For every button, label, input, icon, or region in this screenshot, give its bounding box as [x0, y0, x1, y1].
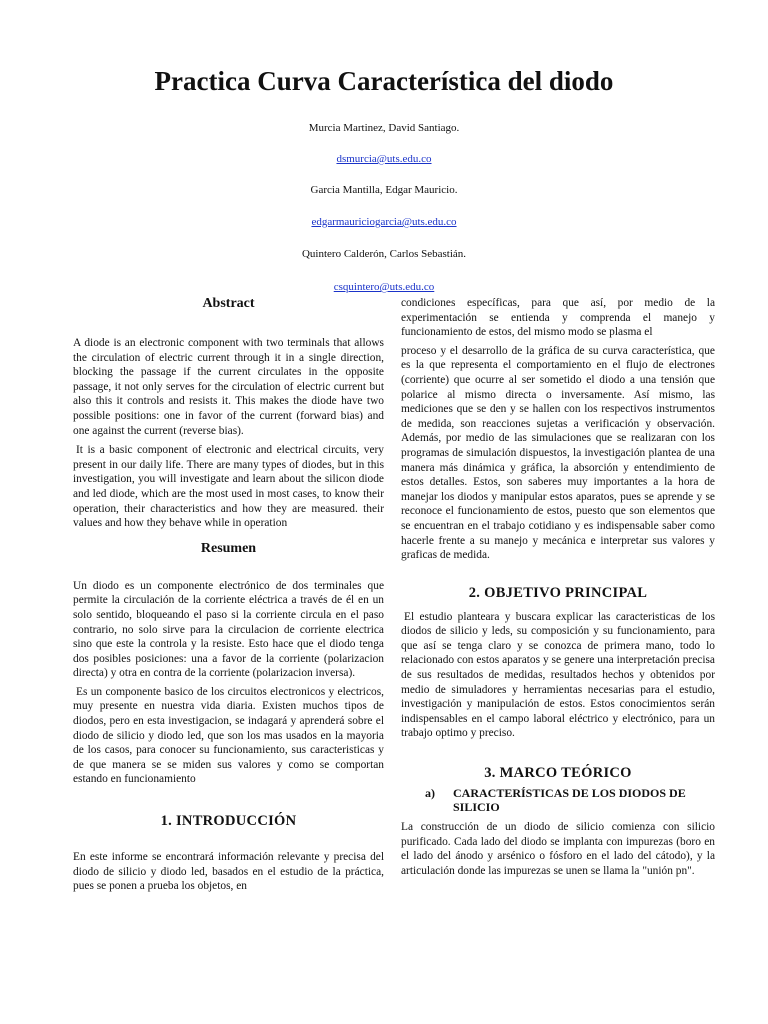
paper-title: Practica Curva Característica del diodo — [154, 66, 614, 96]
email-link-2[interactable]: edgarmauriciogarcia@uts.edu.co — [311, 216, 457, 228]
marco-subheading — [401, 786, 715, 814]
author-email-2[interactable] — [0, 216, 768, 228]
right-column — [401, 296, 715, 878]
intro-continued-paragraph-2: proceso y el desarrollo de la gráfica de su curva característica, que es la que representa el comportamiento en el flujo de electrones (corriente) que ocurre al ser sometido el diodo a una tensión que polarice al mismo directa o inversamente. Así mismo, las mediciones que se den y se hallen con los respectivos instrumentos de medida, son reacciones sujetas a verificación y observación. Además, por medio de las simulaciones que se realizaran con los programas de simulación dispuestos, la investigación plantea de una manera más dinámica y gráfica, la absorción y entendimiento de estos detalles. Estos, son saberes muy importantes a la hora de manejar los diodos y manipular estos aparatos, pues se aprende y se reconoce el funcionamiento de estos, puesto que son elementos que se encuentran en el trabajo cotidiano y es indispensable saber como hacerle frente a su manejo y mecánica e interpretar sus valores y graficas de medida. — [401, 344, 715, 562]
author-email-3[interactable] — [0, 281, 768, 293]
abstract-paragraph-1: A diode is an electronic component with two terminals that allows the circulation of electric current through it in a single direction, blocking the passage if the current circulates in the opposite passage, it not only serves for the circulation of electric current but also this it controls and resists it. This makes the diode have two possible positions: one in favor of the current (forward bias) and one against the current (reverse bias). — [73, 337, 384, 437]
subheading-letter: a) — [425, 786, 435, 801]
email-link-1[interactable]: dsmurcia@uts.edu.co — [336, 153, 432, 165]
marco-paragraph: La construcción de un diodo de silicio comienza con silicio purificado. Cada lado del diodo se implanta con impurezas (boro en el lado del ánodo y arsénico o fósforo en el lado del cátodo), y la articulación donde las impurezas se unen se llama la "unión pn". — [401, 821, 715, 877]
objetivo-paragraph: El estudio planteara y buscara explicar las caracteristicas de los diodos de silicio y leds, su composición y su funcionamiento, para que así se tenga claro y se conozca de primera mano, todo lo relacionado con estos aparatos y se genere una interpretación precisa de sus resultados de medidas, resultados hechos y obtenidos por medio de simuladores y herramientas necesarias para el estudio, investigación y manipulación de estos. Estos conocimientos serán indispensables en el campo laboral eléctrico y electrónico, para un trabajo optimo y preciso. — [401, 610, 715, 740]
email-link-3[interactable]: csquintero@uts.edu.co — [333, 281, 435, 293]
author-email-1[interactable] — [0, 153, 768, 165]
author-name-3: Quintero Calderón, Carlos Sebastián. — [301, 248, 467, 260]
intro-heading: 1. INTRODUCCIÓN — [160, 813, 297, 830]
abstract-paragraph-2: It is a basic component of electronic and electrical circuits, very present in our daily life. There are many types of diodes, but in this investigation, you will investigate and learn about the silicon diode and led diode, which are the most used in most cases, to know their operation, their characteristics and how they are measured. their values and how they behave while in operation — [73, 444, 384, 530]
resumen-paragraph-1: Un diodo es un componente electrónico de dos terminales que permite la circulación de la corriente eléctrica a través de él en un solo sentido, bloqueando el paso si la corriente circula en el paso contrario, no solo sirve para la circulacion de corriente electrica sino que este la controla y la resiste. Esto hace que el diodo tenga dos posibles posiciones: una a favor de la corriente (polarizacion directa) y otra en contra de la corriente (polarizacion inversa). — [73, 579, 384, 680]
subheading-text: CARACTERÍSTICAS DE LOS DIODOS DE SILICIO — [453, 786, 686, 815]
resumen-heading: Resumen — [200, 540, 257, 556]
intro-paragraph: En este informe se encontrará información relevante y precisa del diodo de silicio y diodo led, basados en el estudio de la práctica, pues se ponen a prueba los objetos, en — [73, 851, 384, 893]
author-name-1: Murcia Martinez, David Santiago. — [308, 122, 460, 134]
objetivo-heading: 2. OBJETIVO PRINCIPAL — [468, 584, 648, 601]
resumen-paragraph-2: Es un componente basico de los circuitos electronicos y electricos, muy presente en nuestra vida diaria. Existen muchos tipos de diodos, pero en esta investigacion, se indagará y aprenderá sobre el diodo de silicio y diodo led, que son los mas usados en la mayoria de los casos, para conocer su funcionamiento, sus caracteristicas y de que manera se se miden sus valores y como se comportan estando en funcionamiento — [73, 685, 384, 786]
intro-continued-paragraph-1: condiciones específicas, para que así, por medio de la experimentación se entienda y comprenda el manejo y funcionamiento de estos, del mismo modo se plasma el — [401, 297, 715, 339]
abstract-heading: Abstract — [202, 296, 255, 311]
marco-heading: 3. MARCO TEÓRICO — [484, 765, 632, 782]
author-name-2: Garcia Mantilla, Edgar Mauricio. — [310, 184, 458, 196]
left-column — [73, 296, 384, 894]
